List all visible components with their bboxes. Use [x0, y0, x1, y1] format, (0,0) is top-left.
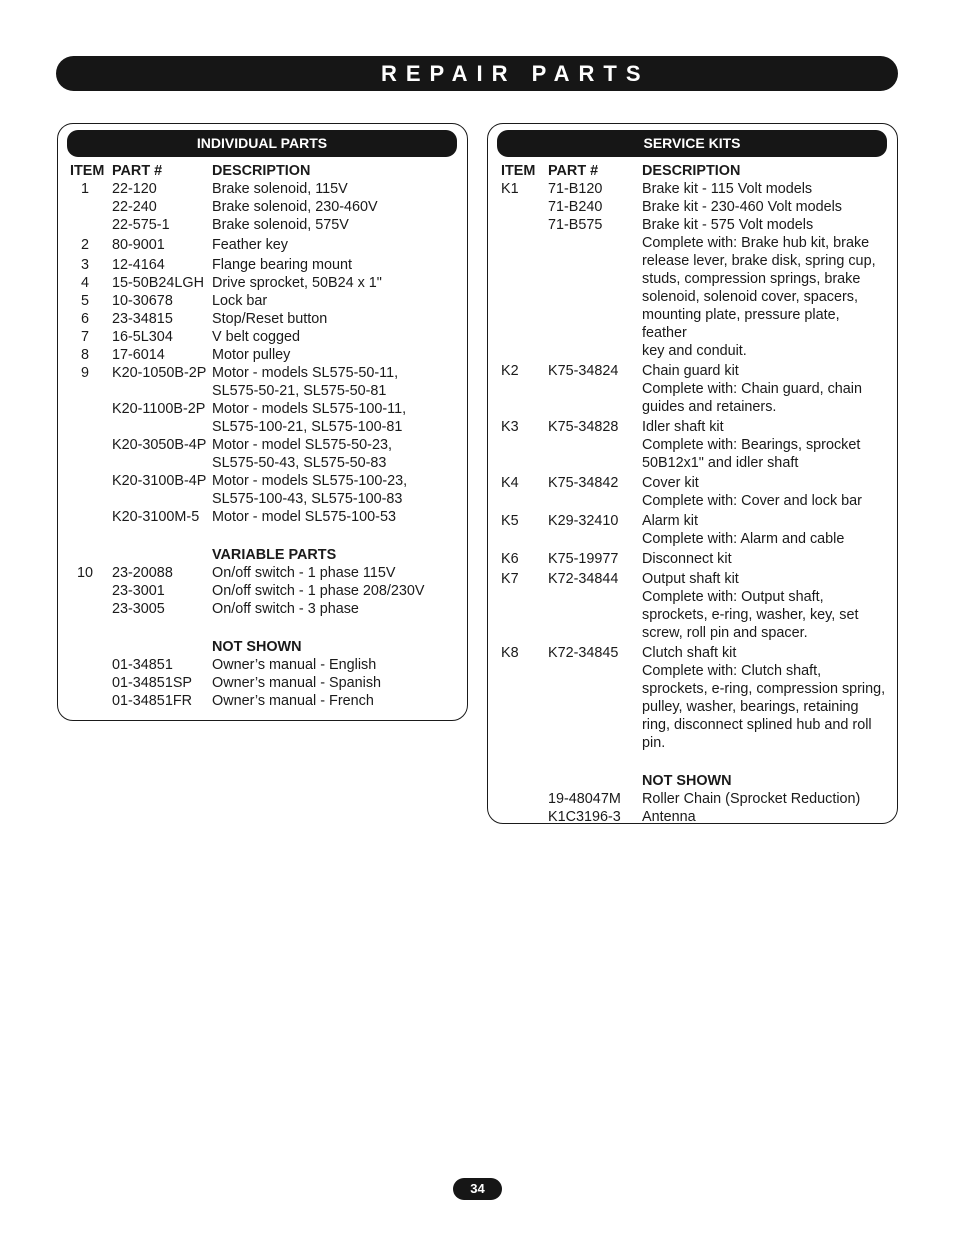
item-number	[488, 270, 548, 288]
part-description: release lever, brake disk, spring cup,	[642, 253, 876, 269]
part-number	[548, 454, 642, 472]
not-shown-heading	[488, 772, 897, 790]
part-number: 23-34815	[112, 311, 173, 327]
part-description: Owner’s manual - French	[212, 693, 374, 709]
page-number: 34	[453, 1178, 502, 1200]
service-kits-header: SERVICE KITS	[497, 130, 887, 157]
item-number: 7	[80, 329, 89, 345]
part-number	[548, 588, 642, 606]
part-number	[548, 716, 642, 734]
part-description: Owner’s manual - Spanish	[212, 675, 382, 691]
spacer	[58, 638, 112, 656]
table-row	[488, 270, 897, 288]
table-row	[58, 216, 467, 234]
table-row	[488, 530, 897, 548]
table-row	[58, 564, 467, 582]
col-item-header: ITEM	[70, 163, 105, 179]
spacer	[58, 382, 112, 400]
table-row	[58, 436, 467, 454]
part-description: Complete with: Chain guard, chain	[642, 381, 862, 397]
part-description: On/off switch - 1 phase 115V	[212, 565, 396, 581]
item-number: K4	[501, 475, 519, 491]
individual-parts-table	[58, 162, 467, 710]
part-number	[548, 288, 642, 306]
part-number	[548, 398, 642, 416]
vertical-gap	[58, 618, 467, 638]
table-row-continuation	[58, 418, 467, 436]
item-number	[58, 656, 112, 674]
table-header-row	[58, 162, 467, 180]
part-description: Complete with: Output shaft,	[642, 589, 824, 605]
item-number	[488, 252, 548, 270]
table-row	[488, 474, 897, 492]
section-heading: NOT SHOWN	[212, 639, 302, 655]
part-description: Brake kit - 575 Volt models	[642, 217, 814, 233]
part-description: Idler shaft kit	[642, 419, 724, 435]
item-number: 4	[80, 275, 89, 291]
part-description: Complete with: Brake hub kit, brake	[642, 235, 870, 251]
spacer	[548, 772, 642, 790]
table-row	[58, 328, 467, 346]
part-description: Complete with: Bearings, sprocket	[642, 437, 861, 453]
part-number: 01-34851SP	[112, 675, 193, 691]
part-description: key and conduit.	[642, 343, 747, 359]
vertical-gap	[58, 526, 467, 546]
item-number	[488, 624, 548, 642]
page-title-banner	[56, 56, 898, 91]
item-number: K1	[501, 181, 519, 197]
item-number: K2	[501, 363, 519, 379]
spacer	[58, 546, 112, 564]
item-number: 2	[80, 237, 89, 253]
table-row	[58, 582, 467, 600]
spacer	[112, 418, 212, 436]
item-number	[488, 716, 548, 734]
item-number	[488, 216, 548, 234]
table-row	[58, 508, 467, 526]
table-row-continuation	[58, 454, 467, 472]
part-description: mounting plate, pressure plate, feather	[642, 307, 840, 341]
item-number	[488, 380, 548, 398]
part-number	[548, 698, 642, 716]
part-description: solenoid, solenoid cover, spacers,	[642, 289, 858, 305]
item-number	[58, 216, 112, 234]
part-description: ring, disconnect splined hub and roll	[642, 717, 872, 733]
table-row-continuation	[58, 382, 467, 400]
item-number	[58, 600, 112, 618]
part-number: 22-240	[112, 199, 157, 215]
part-description: Brake kit - 115 Volt models	[642, 181, 813, 197]
item-number	[58, 400, 112, 418]
part-number: K20-1100B-2P	[112, 401, 206, 417]
table-row	[488, 662, 897, 680]
part-number	[548, 270, 642, 288]
table-row	[488, 398, 897, 416]
part-number: 16-5L304	[112, 329, 173, 345]
item-number	[488, 808, 548, 826]
table-row	[488, 680, 897, 698]
part-description: Complete with: Alarm and cable	[642, 531, 845, 547]
part-description: On/off switch - 3 phase	[212, 601, 359, 617]
page-title: REPAIR PARTS	[381, 61, 650, 86]
part-number: K75-34824	[548, 363, 619, 379]
part-description: SL575-100-43, SL575-100-83	[212, 491, 403, 507]
part-description: guides and retainers.	[642, 399, 777, 415]
part-description: Brake solenoid, 230-460V	[212, 199, 378, 215]
part-description: Drive sprocket, 50B24 x 1"	[212, 275, 382, 291]
part-description: Alarm kit	[642, 513, 698, 529]
table-row	[488, 808, 897, 826]
part-number: 22-120	[112, 181, 157, 197]
spacer	[58, 454, 112, 472]
item-number	[58, 674, 112, 692]
spacer	[112, 546, 212, 564]
part-description: Cover kit	[642, 475, 699, 491]
table-row	[488, 180, 897, 198]
part-number: K75-19977	[548, 551, 619, 567]
part-description: Feather key	[212, 237, 288, 253]
part-description: Brake solenoid, 115V	[212, 181, 348, 197]
item-number: 5	[80, 293, 89, 309]
part-description: Antenna	[642, 809, 696, 825]
part-description: pin.	[642, 735, 666, 751]
part-description: Complete with: Cover and lock bar	[642, 493, 862, 509]
table-row	[488, 288, 897, 306]
part-number: K20-3050B-4P	[112, 437, 207, 453]
part-description: Complete with: Clutch shaft,	[642, 663, 822, 679]
item-number	[58, 508, 112, 526]
item-number	[58, 472, 112, 490]
item-number: K5	[501, 513, 519, 529]
table-row	[488, 790, 897, 808]
part-number: 22-575-1	[112, 217, 170, 233]
table-row	[58, 656, 467, 674]
part-description: SL575-50-43, SL575-50-83	[212, 455, 387, 471]
table-row	[488, 512, 897, 530]
table-row	[488, 734, 897, 752]
part-description: Motor pulley	[212, 347, 291, 363]
item-number	[488, 454, 548, 472]
part-number: 80-9001	[112, 237, 165, 253]
col-desc-header: DESCRIPTION	[642, 163, 741, 179]
part-number: 23-3001	[112, 583, 165, 599]
col-item-header: ITEM	[501, 163, 536, 179]
part-number: 19-48047M	[548, 791, 621, 807]
part-number	[548, 624, 642, 642]
part-number	[548, 306, 642, 342]
table-row	[488, 570, 897, 588]
part-number	[548, 662, 642, 680]
part-number: 17-6014	[112, 347, 165, 363]
table-row	[488, 436, 897, 454]
part-description: Motor - models SL575-100-23,	[212, 473, 408, 489]
part-description: V belt cogged	[212, 329, 301, 345]
part-number: K1C3196-3	[548, 809, 621, 825]
individual-parts-panel	[57, 123, 468, 721]
spacer	[58, 418, 112, 436]
item-number: 1	[80, 181, 89, 197]
part-number	[548, 606, 642, 624]
part-description: SL575-100-21, SL575-100-81	[212, 419, 403, 435]
table-row	[488, 380, 897, 398]
table-row	[488, 306, 897, 342]
table-row	[488, 418, 897, 436]
item-number: K3	[501, 419, 519, 435]
part-number	[548, 436, 642, 454]
part-description: Owner’s manual - English	[212, 657, 377, 673]
table-row	[488, 606, 897, 624]
table-row-continuation	[58, 490, 467, 508]
part-description: screw, roll pin and spacer.	[642, 625, 808, 641]
service-kits-table	[488, 162, 897, 826]
part-number: K75-34842	[548, 475, 619, 491]
vertical-gap	[488, 752, 897, 772]
table-row	[58, 274, 467, 292]
table-row	[488, 342, 897, 360]
variable-parts-heading	[58, 546, 467, 564]
item-number	[488, 306, 548, 342]
table-row	[488, 588, 897, 606]
section-heading: VARIABLE PARTS	[212, 547, 337, 563]
item-number	[488, 492, 548, 510]
table-row	[58, 292, 467, 310]
item-number	[488, 530, 548, 548]
not-shown-heading	[58, 638, 467, 656]
part-number: K20-3100M-5	[112, 509, 200, 525]
table-row	[488, 216, 897, 234]
table-row	[488, 252, 897, 270]
part-description: Roller Chain (Sprocket Reduction)	[642, 791, 861, 807]
part-number	[548, 380, 642, 398]
item-number	[488, 734, 548, 752]
spacer	[112, 454, 212, 472]
col-part-header: PART #	[548, 163, 599, 179]
table-row	[488, 716, 897, 734]
part-description: Stop/Reset button	[212, 311, 328, 327]
table-row	[58, 364, 467, 382]
table-row	[58, 472, 467, 490]
spacer	[58, 490, 112, 508]
part-description: Motor - model SL575-100-53	[212, 509, 396, 525]
part-description: Clutch shaft kit	[642, 645, 737, 661]
item-number	[488, 234, 548, 252]
item-number	[488, 606, 548, 624]
part-number: 23-20088	[112, 565, 173, 581]
item-number	[488, 662, 548, 680]
part-description: sprockets, e-ring, washer, key, set	[642, 607, 859, 623]
table-header-row	[488, 162, 897, 180]
part-number: K72-34845	[548, 645, 619, 661]
part-description: On/off switch - 1 phase 208/230V	[212, 583, 425, 599]
part-description: studs, compression springs, brake	[642, 271, 861, 287]
part-number: 23-3005	[112, 601, 165, 617]
table-row	[58, 346, 467, 364]
spacer	[112, 490, 212, 508]
part-description: Motor - models SL575-50-11,	[212, 365, 399, 381]
part-number: 71-B240	[548, 199, 603, 215]
table-row	[58, 236, 467, 254]
item-number	[488, 342, 548, 360]
part-description: Motor - models SL575-100-11,	[212, 401, 407, 417]
section-heading: NOT SHOWN	[642, 773, 732, 789]
item-number	[488, 198, 548, 216]
col-desc-header: DESCRIPTION	[212, 163, 311, 179]
item-number	[488, 698, 548, 716]
part-number: 71-B120	[548, 181, 603, 197]
part-description: 50B12x1" and idler shaft	[642, 455, 799, 471]
item-number: K8	[501, 645, 519, 661]
item-number	[58, 582, 112, 600]
part-number: 10-30678	[112, 293, 173, 309]
part-number: K20-3100B-4P	[112, 473, 207, 489]
item-number: K6	[501, 551, 519, 567]
part-description: Brake kit - 230-460 Volt models	[642, 199, 842, 215]
part-description: Flange bearing mount	[212, 257, 352, 273]
spacer	[112, 382, 212, 400]
part-number: 01-34851	[112, 657, 173, 673]
part-number: 15-50B24LGH	[112, 275, 205, 291]
table-row	[488, 454, 897, 472]
table-row	[58, 180, 467, 198]
part-description: pulley, washer, bearings, retaining	[642, 699, 859, 715]
part-number: 71-B575	[548, 217, 603, 233]
part-description: Brake solenoid, 575V	[212, 217, 349, 233]
item-number	[488, 680, 548, 698]
part-description: Motor - model SL575-50-23,	[212, 437, 392, 453]
table-row	[58, 600, 467, 618]
spacer	[488, 772, 548, 790]
part-number	[548, 234, 642, 252]
part-number	[548, 530, 642, 548]
part-description: Lock bar	[212, 293, 268, 309]
part-number: K20-1050B-2P	[112, 365, 207, 381]
part-description: Disconnect kit	[642, 551, 732, 567]
item-number	[488, 398, 548, 416]
table-row	[488, 362, 897, 380]
table-row	[488, 550, 897, 568]
table-row	[488, 198, 897, 216]
part-number: K75-34828	[548, 419, 619, 435]
part-description: Output shaft kit	[642, 571, 739, 587]
item-number: 10	[76, 565, 93, 581]
table-row	[58, 256, 467, 274]
item-number	[58, 692, 112, 710]
part-number: K72-34844	[548, 571, 619, 587]
part-number	[548, 342, 642, 360]
individual-parts-header: INDIVIDUAL PARTS	[67, 130, 457, 157]
item-number	[488, 288, 548, 306]
item-number: 6	[80, 311, 89, 327]
table-row	[488, 234, 897, 252]
part-number: 01-34851FR	[112, 693, 192, 709]
table-row	[58, 674, 467, 692]
part-number: 12-4164	[112, 257, 165, 273]
table-row	[58, 198, 467, 216]
table-row	[488, 624, 897, 642]
part-number	[548, 252, 642, 270]
table-row	[488, 644, 897, 662]
table-row	[488, 492, 897, 510]
spacer	[112, 638, 212, 656]
item-number	[488, 790, 548, 808]
part-number	[548, 680, 642, 698]
item-number	[58, 198, 112, 216]
table-row	[58, 310, 467, 328]
col-part-header: PART #	[112, 163, 163, 179]
table-row	[488, 698, 897, 716]
item-number	[58, 436, 112, 454]
table-row	[58, 400, 467, 418]
item-number: K7	[501, 571, 519, 587]
part-description: sprockets, e-ring, compression spring,	[642, 681, 886, 697]
item-number: 3	[80, 257, 89, 273]
item-number	[488, 436, 548, 454]
part-number	[548, 492, 642, 510]
service-kits-panel	[487, 123, 898, 824]
part-number: K29-32410	[548, 513, 619, 529]
item-number	[488, 588, 548, 606]
part-description: SL575-50-21, SL575-50-81	[212, 383, 387, 399]
part-description: Chain guard kit	[642, 363, 739, 379]
table-row	[58, 692, 467, 710]
item-number: 9	[80, 365, 89, 381]
part-number	[548, 734, 642, 752]
item-number: 8	[80, 347, 89, 363]
